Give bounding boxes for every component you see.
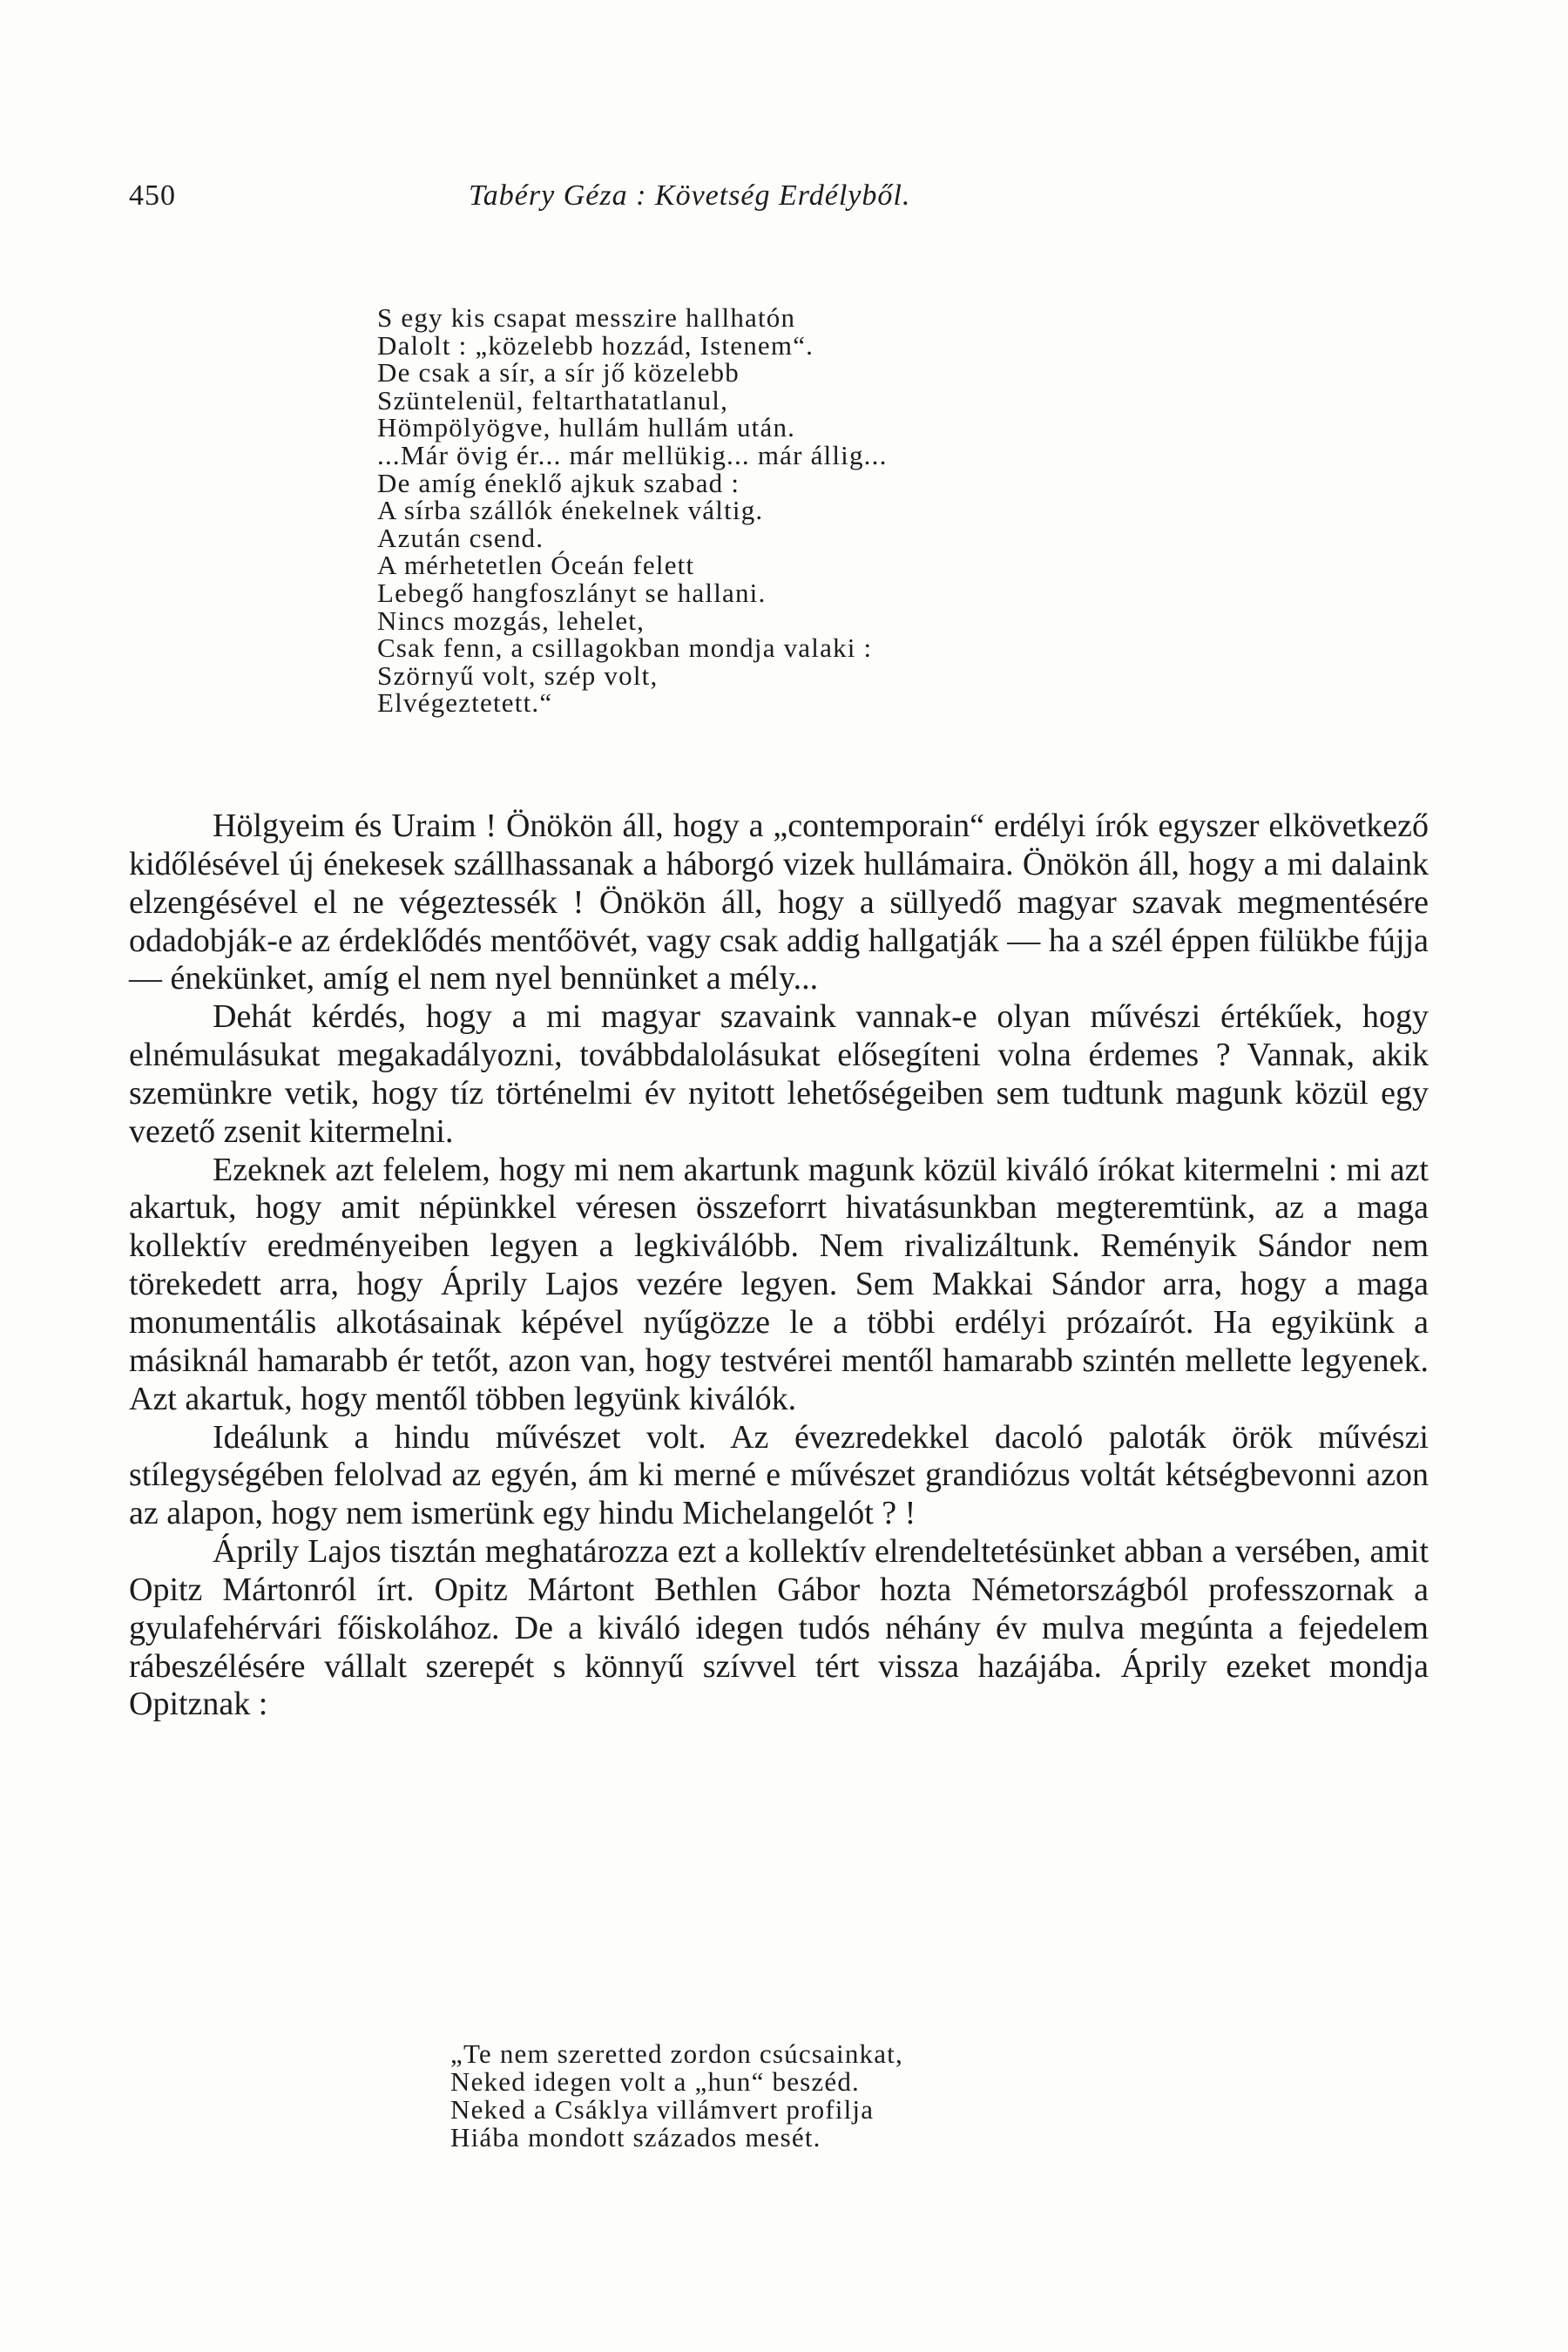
poem-line: Azután csend. bbox=[377, 522, 544, 553]
body-paragraph: Ideálunk a hindu művészet volt. Az évezredekkel dacoló paloták örök művészi stílegységében felolvad az egyén, ám ki merné e művészet grandiózus voltát kétségbevonni azon az alapon, hogy nem ismerünk egy hindu Michelangelót ? ! bbox=[129, 1418, 1429, 1532]
page-number: 450 bbox=[129, 179, 176, 212]
body-text bbox=[129, 808, 1429, 1724]
poem-line: De csak a sír, a sír jő közelebb bbox=[377, 357, 740, 389]
poem-line: Hömpölyögve, hullám hullám után. bbox=[377, 412, 796, 443]
poem-line: ...Már övig ér... már mellükig... már állig... bbox=[377, 439, 888, 470]
body-paragraph: Hölgyeim és Uraim ! Önökön áll, hogy a „contemporain“ erdélyi írók egyszer elkövetkező kidőlésével új énekesek szállhassanak a háborgó vizek hullámaira. Önökön áll, hogy a mi dalaink elzengésével el ne végeztessék ! Önökön áll, hogy a süllyedő magyar szavak megmentésére odadobják-e az érdeklődés mentőövét, vagy csak addig hallgatják — ha a szél éppen fülükbe fújja — énekünket, amíg el nem nyel bennünket a mély... bbox=[129, 808, 1429, 997]
poem-line: Dalolt : „közelebb hozzád, Istenem“. bbox=[377, 329, 814, 361]
poem-line: Szörnyű volt, szép volt, bbox=[377, 659, 659, 691]
poem-line: Hiába mondott százados mesét. bbox=[450, 2122, 821, 2153]
quoted-poem-opitz bbox=[450, 2040, 903, 2152]
poem-line: Lebegő hangfoszlányt se hallani. bbox=[377, 577, 767, 608]
poem-line: Szüntelenül, feltarthatatlanul, bbox=[377, 384, 729, 416]
poem-line: A mérhetetlen Óceán felett bbox=[377, 550, 695, 581]
poem-line: A sírba szállók énekelnek váltig. bbox=[377, 495, 764, 526]
poem-line: Neked idegen volt a „hun“ beszéd. bbox=[450, 2066, 860, 2097]
quoted-poem-stanza bbox=[377, 304, 888, 717]
poem-line: De amíg éneklő ajkuk szabad : bbox=[377, 467, 740, 498]
running-header bbox=[129, 179, 1470, 221]
poem-line: Elvégeztetett.“ bbox=[377, 687, 553, 719]
body-paragraph: Dehát kérdés, hogy a mi magyar szavaink vannak-e olyan művészi értékűek, hogy elnémulásukat megakadályozni, továbbdalolásukat elősegíteni volna érdemes ? Vannak, akik szemünkre vetik, hogy tíz történelmi év nyitott lehetőségeiben sem tudtunk magunk közül egy vezető zsenit kitermelni. bbox=[129, 998, 1429, 1150]
poem-line: „Te nem szeretted zordon csúcsainkat, bbox=[450, 2038, 903, 2069]
poem-line: Neked a Csáklya villámvert profilja bbox=[450, 2094, 875, 2125]
body-paragraph: Ezeknek azt felelem, hogy mi nem akartunk magunk közül kiváló írókat kitermelni : mi azt akartuk, hogy amit népünkkel véresen összeforrt hivatásunkban megteremtünk, az a maga kollektív eredményeiben legyen a legkiválóbb. Nem rivalizáltunk. Reményik Sándor nem törekedett arra, hogy Áprily Lajos vezére legyen. Sem Makkai Sándor arra, hogy a maga monumentális alkotásainak képével nyűgözze le a többi erdélyi prózaírót. Ha egyikünk a másiknál hamarabb ér tetőt, azon van, hogy testvérei mentől hamarabb szintén mellette legyenek. Azt akartuk, hogy mentől többen legyünk kiválók. bbox=[129, 1151, 1429, 1417]
running-title: Tabéry Géza : Követség Erdélyből. bbox=[469, 179, 911, 212]
poem-line: S egy kis csapat messzire hallhatón bbox=[377, 302, 796, 333]
body-paragraph: Áprily Lajos tisztán meghatározza ezt a kollektív elrendeltetésünket abban a versében, amit Opitz Mártonról írt. Opitz Mártont Bethlen Gábor hozta Németországból professzornak a gyulafehérvári főiskolához. De a kiváló idegen tudós néhány év mulva megúnta a fejedelem rábeszélésére vállalt szerepét s könnyű szívvel tért vissza hazájába. Áprily ezeket mondja Opitznak : bbox=[129, 1533, 1429, 1723]
poem-line: Csak fenn, a csillagokban mondja valaki : bbox=[377, 632, 873, 664]
poem-line: Nincs mozgás, lehelet, bbox=[377, 605, 645, 636]
